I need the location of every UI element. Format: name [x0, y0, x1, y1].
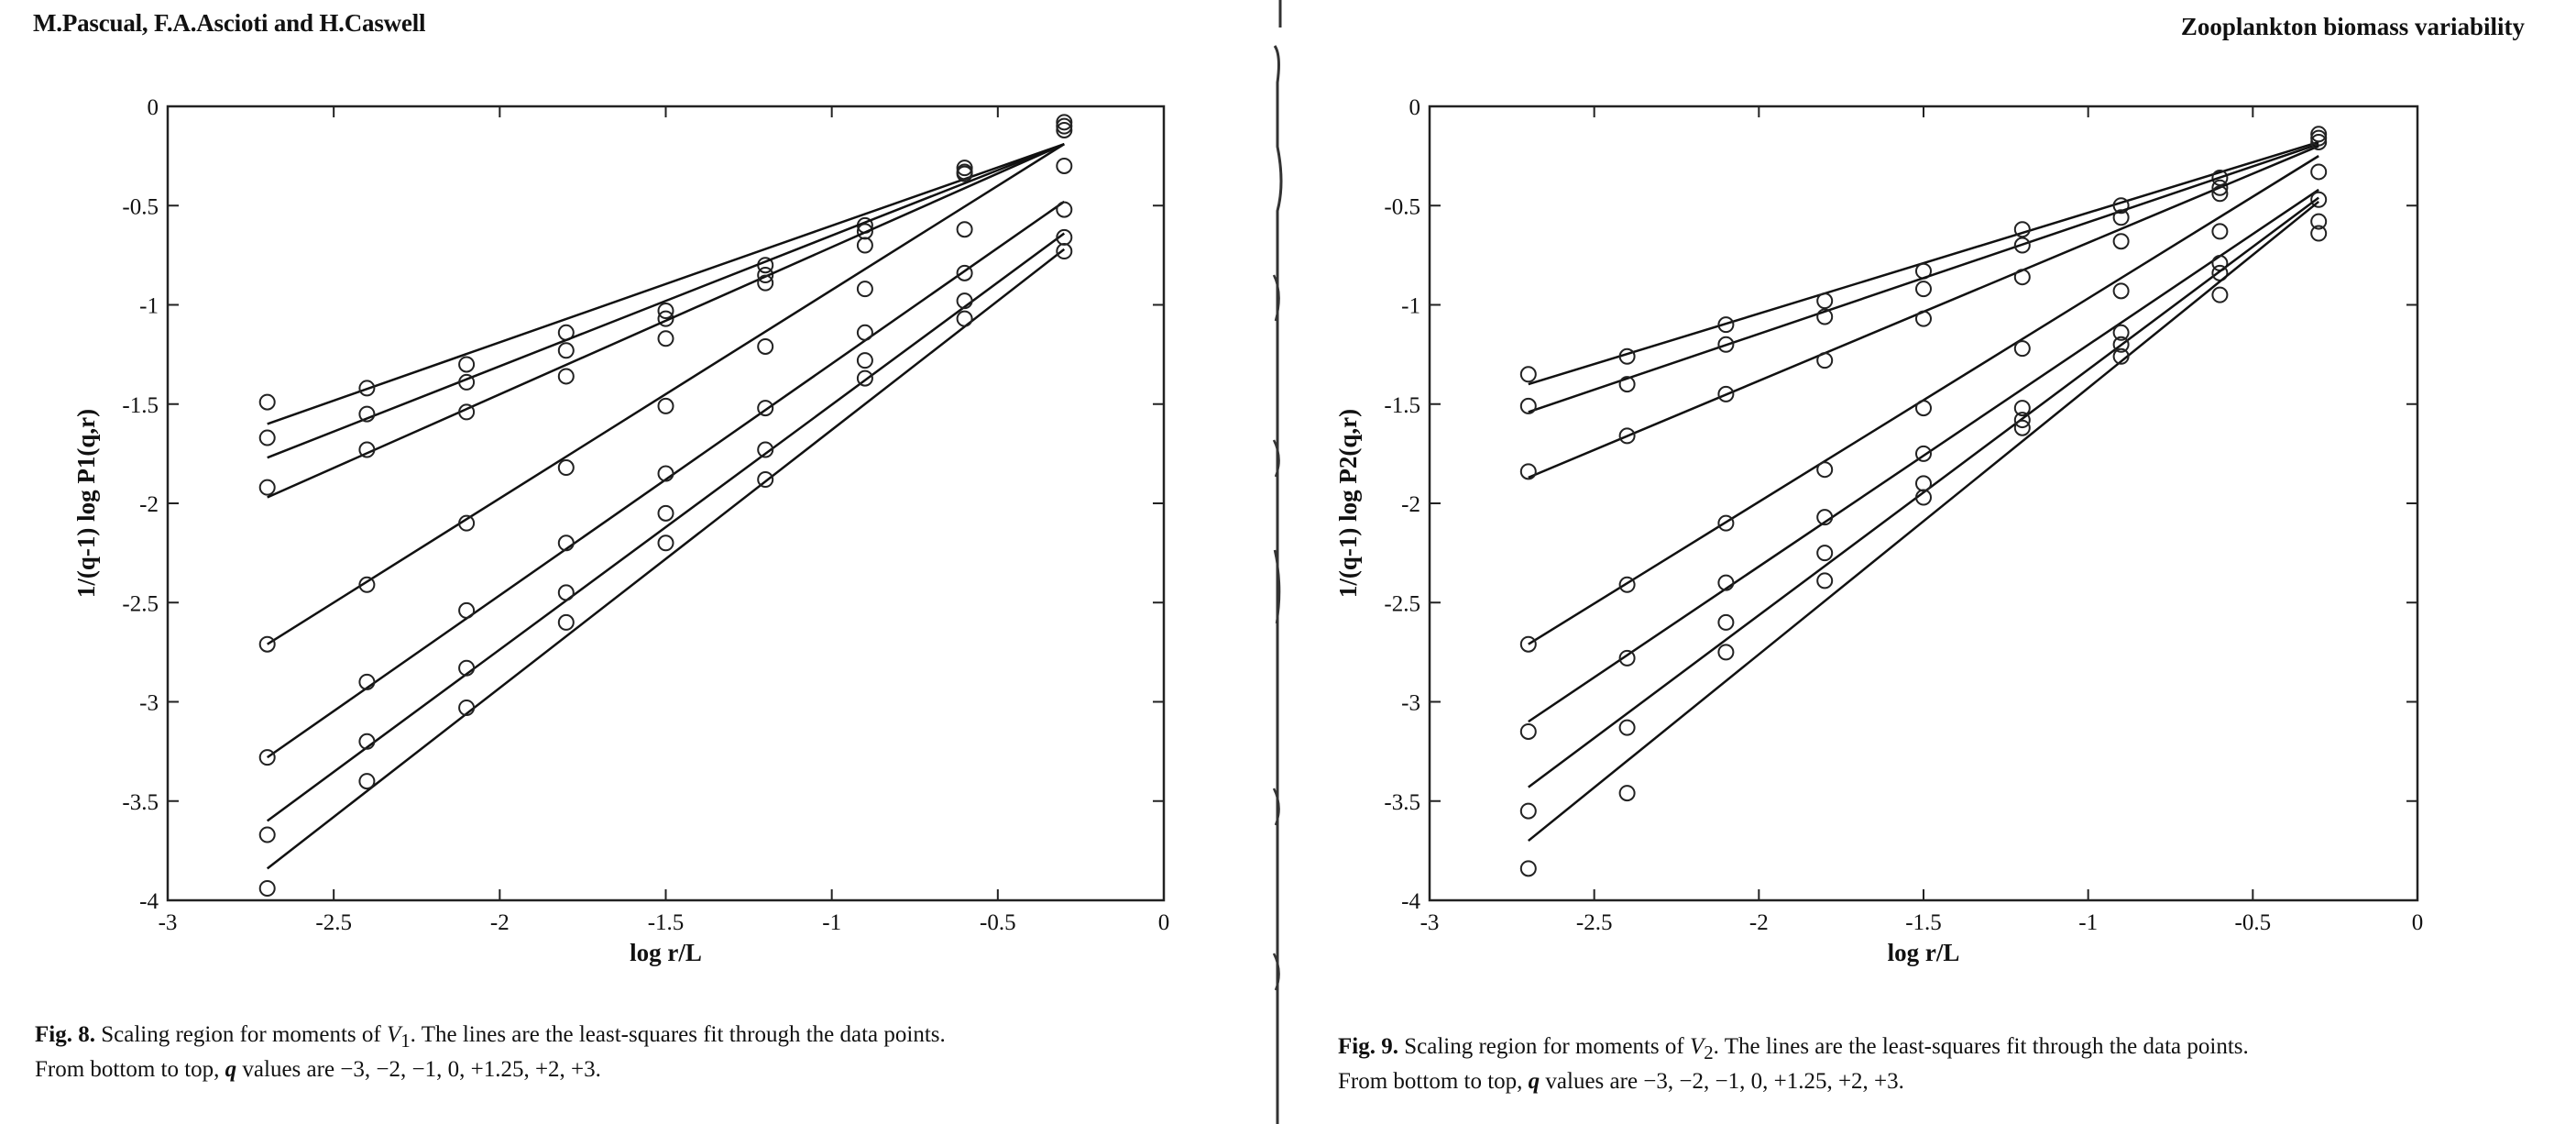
fig9-series-qplus3: [1521, 127, 2326, 384]
fig9-data-point: [1620, 721, 1635, 735]
figure-9-label: Fig. 9.: [1338, 1034, 1398, 1059]
fig8-data-point: [260, 881, 275, 896]
fig8-data-point: [858, 325, 872, 340]
figure-9-caption-subscript: 2: [1704, 1041, 1714, 1063]
fig8-fit-line: [268, 249, 1065, 868]
fig9-series-q0: [1521, 156, 2326, 652]
fig9-plot-frame: [1430, 106, 2417, 900]
fig8-series-qminus1: [260, 202, 1072, 765]
fig9-data-point: [1817, 293, 1832, 308]
fig8-data-point: [459, 357, 474, 371]
fig9-data-point: [1817, 462, 1832, 477]
fig8-data-point: [559, 343, 574, 358]
fig8-ytick-label: -3: [139, 690, 159, 716]
fig9-data-point: [2015, 270, 2030, 284]
figure-8-caption-text-a: Scaling region for moments of: [94, 1022, 387, 1047]
fig9-data-point: [1620, 786, 1635, 800]
fig8-data-point: [858, 281, 872, 296]
fig9-plot: [1334, 95, 2423, 966]
fig8-xtick-label: 0: [1157, 910, 1170, 935]
fig8-data-point: [659, 535, 674, 550]
fig8-plot-frame: [168, 106, 1164, 900]
fig8-data-point: [260, 395, 275, 410]
fig8-ytick-label: -1.5: [122, 392, 159, 418]
fig9-ytick-label: -2: [1401, 492, 1420, 517]
fig8-xtick-label: -0.5: [980, 910, 1016, 935]
fig9-data-point: [1521, 367, 1536, 381]
fig9-data-point: [1620, 578, 1635, 592]
fig9-xtick-label: -2: [1748, 910, 1769, 935]
fig8-data-point: [260, 431, 275, 446]
fig9-fit-line: [1529, 144, 2318, 412]
fig9-fit-line: [1529, 202, 2318, 841]
fig8-ytick-label: -1: [139, 293, 159, 319]
figure-8-caption-line2-a: From bottom to top,: [35, 1057, 225, 1082]
fig8-series-q0: [260, 144, 1072, 652]
fig8-x-axis-label: log r/L: [630, 939, 702, 966]
fig8-xtick-label: -1.5: [647, 910, 685, 935]
fig9-fit-line: [1529, 190, 2318, 722]
fig8-data-point: [559, 585, 574, 600]
fig9-xtick-label: -1: [2078, 910, 2099, 935]
fig8-data-point: [858, 353, 872, 368]
fig9-series-qminus1: [1521, 190, 2326, 739]
figure-8-caption-line2-b: values are −3, −2, −1, 0, +1.25, +2, +3.: [236, 1057, 601, 1082]
running-header-title: Zooplankton biomass variability: [2180, 13, 2525, 40]
figure-8-caption-q: q: [225, 1057, 237, 1082]
fig8-data-point: [659, 399, 674, 413]
fig9-y-axis-label: 1/(q-1) log P2(q,r): [1334, 408, 1362, 599]
figure-8-caption-text-b: . The lines are the least-squares fit through the data points.: [410, 1022, 946, 1047]
fig9-ytick-label: -2.5: [1384, 591, 1420, 617]
fig9-data-point: [1718, 615, 1733, 630]
fig8-data-point: [758, 339, 773, 354]
figure-9-caption-line2-a: From bottom to top,: [1338, 1069, 1529, 1094]
fig9-xtick-label: -2.5: [1575, 910, 1613, 935]
fig9-data-point: [1916, 401, 1931, 415]
fig9-ytick-label: -3.5: [1384, 789, 1420, 815]
fig9-data-point: [1916, 281, 1931, 296]
fig8-series-qplus3: [260, 115, 1072, 424]
fig8-data-point: [359, 774, 374, 788]
figure-8-caption: [35, 1020, 1254, 1084]
figure-9-caption-q: q: [1528, 1069, 1540, 1094]
fig8-data-point: [858, 238, 872, 253]
figure-9-caption-text-a: Scaling region for moments of: [1398, 1034, 1690, 1059]
fig8-fit-line: [268, 144, 1065, 645]
fig9-ytick-label: -1.5: [1384, 392, 1420, 418]
fig9-series-qminus3: [1521, 202, 2326, 876]
fig8-data-point: [758, 401, 773, 415]
fig9-fit-line: [1529, 198, 2318, 788]
fig8-data-point: [858, 371, 872, 386]
fig9-data-point: [1916, 476, 1931, 490]
fig8-data-point: [659, 506, 674, 521]
figure-9-caption-variable: V: [1689, 1034, 1705, 1059]
fig8-data-point: [1057, 203, 1071, 217]
fig8-xtick-label: -2.5: [315, 910, 352, 935]
fig9-xtick-label: -0.5: [2234, 910, 2272, 935]
fig8-ytick-label: -2.5: [122, 591, 159, 617]
fig9-ytick-label: 0: [1409, 95, 1420, 120]
fig9-data-point: [1817, 573, 1832, 588]
fig8-ytick-label: -3.5: [122, 789, 159, 815]
fig8-ytick-label: -4: [139, 889, 159, 914]
fig9-data-point: [2015, 222, 2030, 237]
fig9-data-point: [1916, 312, 1931, 326]
fig9-ytick-label: -0.5: [1384, 194, 1420, 220]
fig9-xtick-label: -3: [1420, 910, 1440, 935]
fig8-ytick-label: -0.5: [122, 194, 159, 220]
fig8-plot: [72, 95, 1169, 966]
fig8-data-point: [1057, 159, 1071, 173]
fig8-data-point: [958, 266, 972, 281]
fig8-data-point: [260, 828, 275, 843]
fig9-xtick-label: 0: [2411, 910, 2424, 935]
fig8-y-axis-label: 1/(q-1) log P1(q,r): [72, 408, 100, 599]
figure-9-caption: [1338, 1032, 2557, 1096]
fig8-data-point: [758, 472, 773, 487]
figure-9-caption-text-b: . The lines are the least-squares fit through the data points.: [1713, 1034, 2249, 1059]
fig9-data-point: [1521, 804, 1536, 819]
fig8-data-point: [958, 222, 972, 237]
fig9-data-point: [2212, 224, 2227, 238]
fig8-series-qplus1_25: [260, 123, 1072, 498]
figure-8-caption-variable: V: [386, 1022, 401, 1047]
fig9-ytick-label: -4: [1401, 889, 1420, 914]
fig8-ytick-label: -2: [139, 492, 159, 517]
fig8-data-point: [459, 603, 474, 618]
fig8-data-point: [659, 331, 674, 346]
figure-8-caption-subscript: 1: [400, 1030, 411, 1052]
fig9-data-point: [1521, 724, 1536, 739]
fig9-xtick-label: -1.5: [1905, 910, 1942, 935]
fig9-data-point: [1718, 645, 1733, 659]
fig9-data-point: [1817, 353, 1832, 368]
fig9-ytick-label: -1: [1401, 293, 1420, 319]
fig9-data-point: [2311, 164, 2326, 179]
fig8-series-qminus3: [260, 244, 1072, 896]
fig8-data-point: [958, 312, 972, 326]
fig9-data-point: [2114, 234, 2129, 248]
fig9-series-qplus2: [1521, 131, 2326, 413]
fig8-data-point: [559, 460, 574, 475]
figure-9-caption-line2-b: values are −3, −2, −1, 0, +1.25, +2, +3.: [1540, 1069, 1904, 1094]
fig8-data-point: [1057, 244, 1071, 259]
fig8-data-point: [559, 615, 574, 630]
fig9-data-point: [1521, 861, 1536, 876]
figure-8-label: Fig. 8.: [35, 1022, 95, 1047]
fig8-series-qplus2: [260, 119, 1072, 458]
fig9-data-point: [2212, 288, 2227, 303]
fig8-fit-line: [268, 144, 1065, 457]
fig8-xtick-label: -2: [489, 910, 510, 935]
fig9-data-point: [1916, 446, 1931, 461]
fig9-ytick-label: -3: [1401, 690, 1420, 716]
fig9-series-qminus2: [1521, 198, 2326, 819]
fig8-data-point: [260, 480, 275, 495]
fig8-xtick-label: -1: [822, 910, 842, 935]
fig9-data-point: [2015, 341, 2030, 356]
fig8-data-point: [559, 369, 574, 383]
fig9-x-axis-label: log r/L: [1887, 939, 1960, 966]
fig9-series-qplus1_25: [1521, 135, 2326, 479]
running-header-authors: M.Pascual, F.A.Ascioti and H.Caswell: [33, 9, 426, 37]
fig8-ytick-label: 0: [147, 95, 159, 120]
fig9-data-point: [1817, 545, 1832, 560]
fig9-data-point: [2114, 283, 2129, 298]
fig8-xtick-label: -3: [158, 910, 178, 935]
